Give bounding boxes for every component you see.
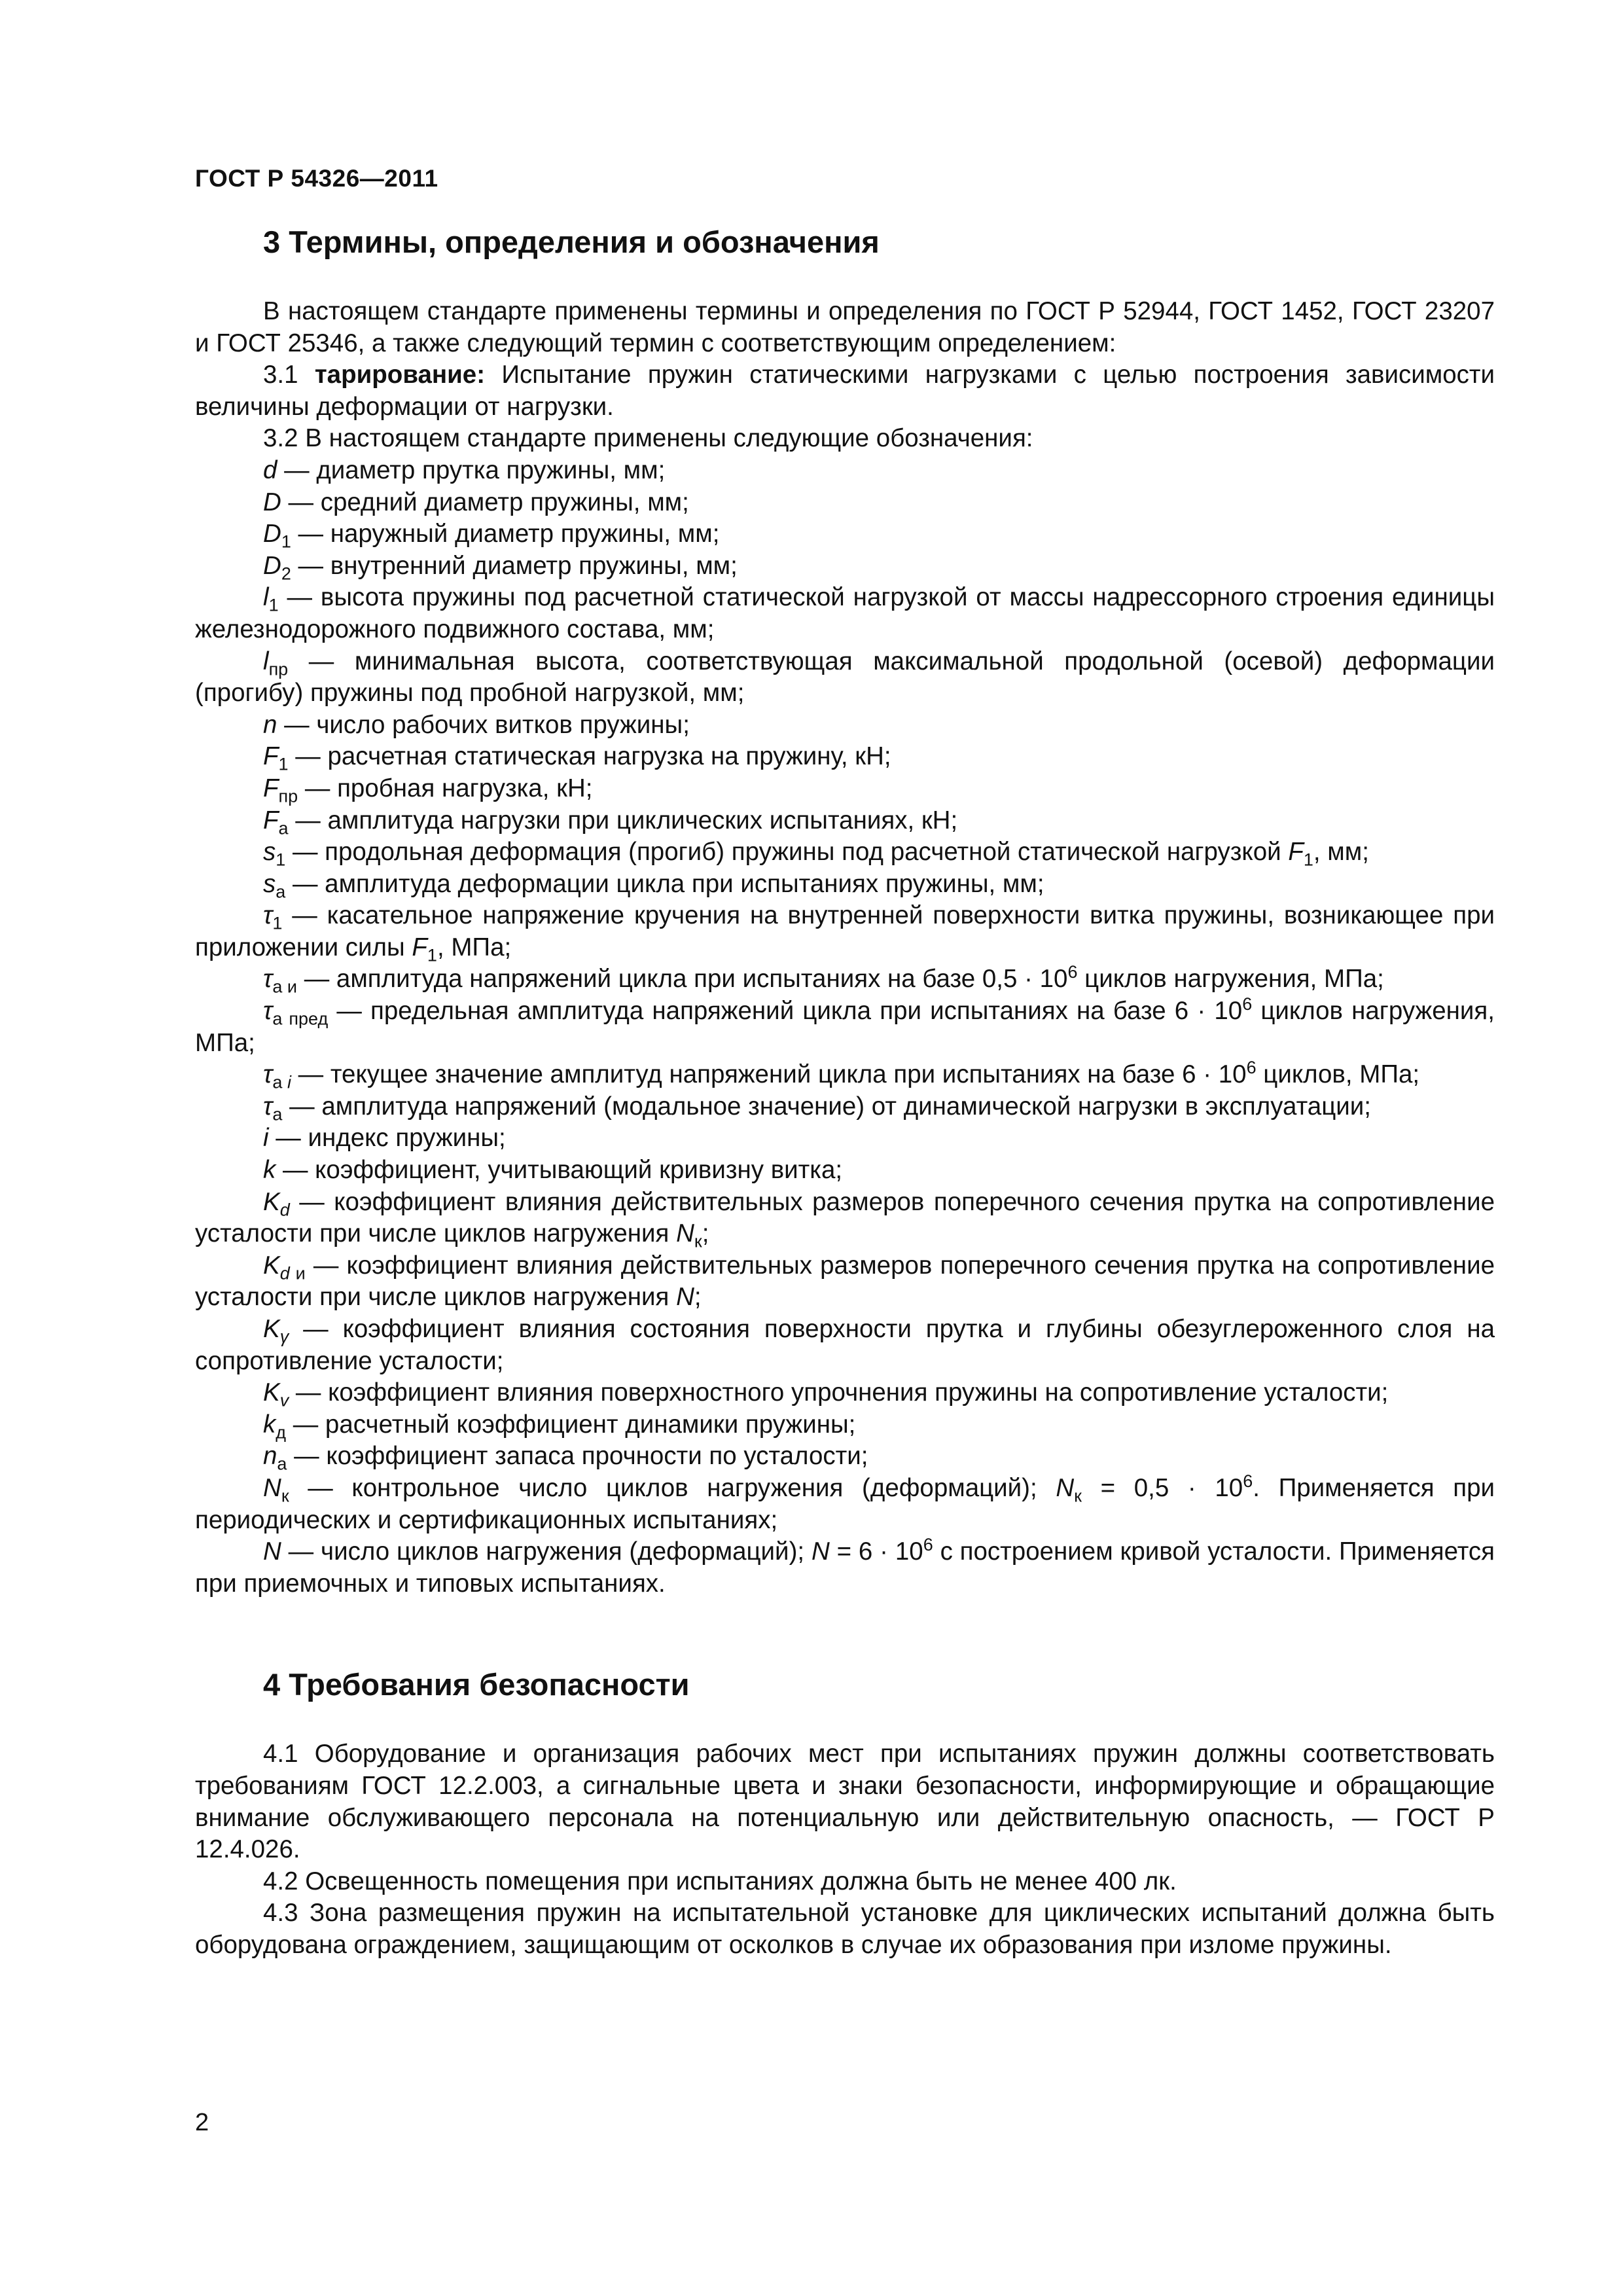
def-D xyxy=(195,487,1495,519)
definition-text: — число циклов нагружения (деформаций); xyxy=(281,1537,812,1566)
symbol: $\tau_{а i}$ xyxy=(263,1060,291,1092)
definition-text: — число рабочих витков пружины; xyxy=(277,710,690,739)
def-D2 xyxy=(195,550,1495,583)
def-i xyxy=(195,1122,1495,1155)
symbol-subscript: а пред xyxy=(272,1009,329,1029)
definition-text: — текущее значение амплитуд напряжений цикла при испытаниях на базе $6 \cdot 10^6$ циклов, МПа; xyxy=(291,1058,1420,1089)
symbol-subscript: d xyxy=(279,1200,290,1220)
symbol-subscript: к xyxy=(281,1486,289,1506)
page-number: 2 xyxy=(195,2109,209,2136)
symbol: $D_1$ xyxy=(263,520,291,552)
symbol-subscript: пр xyxy=(278,786,298,806)
def-D1 xyxy=(195,518,1495,550)
symbol-subscript: а xyxy=(272,1104,283,1124)
definition-text: — контрольное число циклов нагружения (деформаций); xyxy=(289,1473,1056,1502)
definition-text: — амплитуда напряжений (модальное значение) от динамической нагрузки в эксплуатации; xyxy=(282,1092,1371,1121)
symbol: $l_1$ xyxy=(263,583,279,616)
symbol: $F_1$ xyxy=(263,742,289,774)
symbol: N xyxy=(263,1537,281,1566)
clause-3-2: 3.2 В настоящем стандарте применены следующие обозначения: xyxy=(263,424,1033,453)
def-s1 xyxy=(195,836,1495,869)
def-sa xyxy=(195,869,1495,901)
def-kd xyxy=(195,1409,1495,1441)
definition-tail: ; xyxy=(702,1219,709,1248)
def-F1 xyxy=(195,741,1495,773)
inline-symbol: $N_к$ xyxy=(676,1219,702,1251)
document-body xyxy=(195,223,1495,1962)
symbol-subscript: а и xyxy=(272,977,298,997)
symbol-subscript: 2 xyxy=(281,564,291,584)
symbol: i xyxy=(263,1124,269,1153)
definition-text: — диаметр прутка пружины, мм; xyxy=(277,456,666,484)
symbol-subscript: 1 xyxy=(272,913,283,933)
symbol-subscript: а xyxy=(278,818,289,838)
definition-text: — коэффициент влияния действительных размеров поперечного сечения прутка на сопротивление усталости при числе циклов нагружения xyxy=(195,1187,1495,1248)
symbol-subscript: 1 xyxy=(281,531,291,552)
def-tau-apred xyxy=(195,996,1495,1059)
definition-text: — наружный диаметр пружины, мм; xyxy=(291,520,720,548)
definition-text: — предельная амплитуда напряжений цикла при испытаниях на базе $6 \cdot 10^6$ циклов нагружения, МПа; xyxy=(195,994,1495,1057)
symbol: $l_{пр}$ xyxy=(263,647,289,679)
definition-text: — пробная нагрузка, кН; xyxy=(298,774,593,802)
symbol: $s_1$ xyxy=(263,838,286,870)
symbol: $D_2$ xyxy=(263,551,291,584)
symbol: $K_d$ xyxy=(263,1187,290,1220)
clause-3-1 xyxy=(195,359,1495,423)
symbol: $K_\gamma$ xyxy=(263,1315,289,1347)
def-l1 xyxy=(195,582,1495,645)
def-lpr xyxy=(195,646,1495,709)
definition-text: — коэффициент влияния действительных размеров поперечного сечения прутка на сопротивление усталости при числе циклов нагружения xyxy=(195,1251,1495,1312)
symbol: $\tau_1$ xyxy=(263,901,283,933)
symbol: $k_д$ xyxy=(263,1410,287,1443)
symbol-subscript: пр xyxy=(268,659,289,679)
inline-symbol: $F_1$ xyxy=(1288,838,1313,870)
symbol: $F_{пр}$ xyxy=(263,774,298,806)
definition-tail: , МПа; xyxy=(437,933,512,961)
def-d xyxy=(195,455,1495,487)
def-Kdi xyxy=(195,1250,1495,1314)
document-code-header: ГОСТ Р 54326—2011 xyxy=(195,165,438,192)
def-tau1 xyxy=(195,900,1495,963)
def-tau-a-i xyxy=(195,1059,1495,1091)
symbol: $\tau_{а пред}$ xyxy=(263,997,329,1029)
symbol: $F_а$ xyxy=(263,806,289,838)
definition-tail: = $0,5 \cdot 10^6$. Применяется при периодических и сертификационных испытаниях; xyxy=(195,1471,1495,1534)
symbol-subscript: а xyxy=(277,1454,287,1475)
inline-symbol: N xyxy=(811,1537,830,1566)
symbol-subscript: 1 xyxy=(268,596,279,616)
clause-4-2: 4.2 Освещенность помещения при испытаниях должна быть не менее 400 лк. xyxy=(263,1867,1177,1895)
definition-text: — индекс пружины; xyxy=(268,1124,506,1153)
def-k xyxy=(195,1155,1495,1187)
inline-symbol: N xyxy=(676,1283,694,1312)
definition-text: — коэффициент, учитывающий кривизну витка; xyxy=(276,1156,843,1185)
symbol-subscript: 1 xyxy=(278,755,289,774)
definition-text: — коэффициент влияния состояния поверхности прутка и глубины обезуглероженного слоя на сопротивление усталости; xyxy=(195,1315,1495,1375)
symbol-subscript: d и xyxy=(279,1263,306,1283)
symbol: n xyxy=(263,710,277,739)
inline-symbol: $N_к$ xyxy=(1056,1473,1082,1506)
def-tau-ai xyxy=(195,963,1495,996)
section-3-intro: В настоящем стандарте применены термины и определения по ГОСТ Р 52944, ГОСТ 1452, ГОСТ 23207 и ГОСТ 25346, а также следующий термин с соответствующим определением: xyxy=(195,297,1495,357)
def-na xyxy=(195,1441,1495,1473)
definition-text: — расчетная статическая нагрузка на пружину, кН; xyxy=(288,742,891,771)
definition-text: — амплитуда напряжений цикла при испытаниях на базе $0,5 \cdot 10^6$ циклов нагружения, МПа; xyxy=(297,962,1384,994)
definition-text: — амплитуда нагрузки при циклических испытаниях, кН; xyxy=(288,806,958,834)
symbol: $K_{d и}$ xyxy=(263,1251,306,1283)
definition-text: — расчетный коэффициент динамики пружины; xyxy=(286,1410,856,1439)
definition-text: — минимальная высота, соответствующая максимальной продольной (осевой) деформации (прогибу) пружины под пробной нагрузкой, мм; xyxy=(195,647,1495,708)
symbol-subscript: v xyxy=(279,1390,289,1410)
definition-text: — коэффициент влияния поверхностного упрочнения пружины на сопротивление усталости; xyxy=(289,1378,1389,1407)
term-tarirovanie: тарирование: xyxy=(314,361,486,389)
definition-text: — коэффициент запаса прочности по усталости; xyxy=(287,1442,868,1471)
symbol: $N_к$ xyxy=(263,1473,289,1506)
definition-text: — продольная деформация (прогиб) пружины под расчетной статической нагрузкой xyxy=(285,838,1289,867)
definition-text: — средний диаметр пружины, мм; xyxy=(281,488,689,516)
symbols-list xyxy=(195,455,1495,1600)
symbol-subscript: γ xyxy=(279,1327,289,1347)
definition-tail: ; xyxy=(694,1283,702,1312)
symbol: $s_а$ xyxy=(263,869,286,902)
def-n xyxy=(195,709,1495,742)
symbol-subscript: а i xyxy=(272,1072,291,1092)
def-Kgamma xyxy=(195,1314,1495,1377)
symbol-subscript: д xyxy=(276,1422,287,1443)
def-Kd xyxy=(195,1187,1495,1250)
def-N xyxy=(195,1536,1495,1600)
symbol: D xyxy=(263,488,281,516)
definition-text: — высота пружины под расчетной статической нагрузкой от массы надрессорного строения единицы железнодорожного подвижного состава, мм; xyxy=(195,583,1495,643)
clause-3-1-definition: Испытание пружин статическими нагрузками с целью построения зависимости величины деформации от нагрузки. xyxy=(195,361,1495,421)
def-tau-a xyxy=(195,1091,1495,1123)
section-3-title: 3 Термины, определения и обозначения xyxy=(263,224,880,259)
clause-4-1: 4.1 Оборудование и организация рабочих мест при испытаниях пружин должны соответствовать требованиям ГОСТ 12.2.003, а сигнальные цвета и знаки безопасности, информирующие и обращающие внимание обслуживающего персонала на потенциальную или действительную опасность, — ГОСТ Р 12.4.026. xyxy=(195,1740,1495,1864)
symbol-subscript: а xyxy=(276,882,286,902)
definition-tail: = $6 \cdot 10^6$ с построением кривой усталости. Применяется при приемочных и типовых испытаниях. xyxy=(195,1535,1495,1598)
def-Fpr xyxy=(195,773,1495,805)
def-Fa xyxy=(195,805,1495,837)
symbol: d xyxy=(263,456,277,484)
symbol: $n_а$ xyxy=(263,1442,287,1475)
def-Kv xyxy=(195,1377,1495,1409)
section-4-title: 4 Требования безопасности xyxy=(263,1667,690,1702)
def-Nk xyxy=(195,1473,1495,1536)
symbol: k xyxy=(263,1156,276,1185)
inline-symbol: $F_1$ xyxy=(412,933,437,965)
clause-3-1-number: 3.1 xyxy=(263,361,315,389)
symbol-subscript: 1 xyxy=(276,850,286,870)
definition-text: — внутренний диаметр пружины, мм; xyxy=(291,551,738,580)
definition-text: — касательное напряжение кручения на внутренней поверхности витка пружины, возникающее при приложении силы xyxy=(195,901,1495,961)
clause-4-3: 4.3 Зона размещения пружин на испытательной установке для циклических испытаний должна быть оборудована ограждением, защищающим от осколков в случае их образования при изломе пружины. xyxy=(195,1899,1495,1959)
symbol: $\tau_а$ xyxy=(263,1092,283,1124)
symbol: $K_v$ xyxy=(263,1378,289,1410)
definition-tail: , мм; xyxy=(1313,838,1369,867)
symbol: $\tau_{а и}$ xyxy=(263,965,298,997)
definition-text: — амплитуда деформации цикла при испытаниях пружины, мм; xyxy=(285,869,1044,898)
